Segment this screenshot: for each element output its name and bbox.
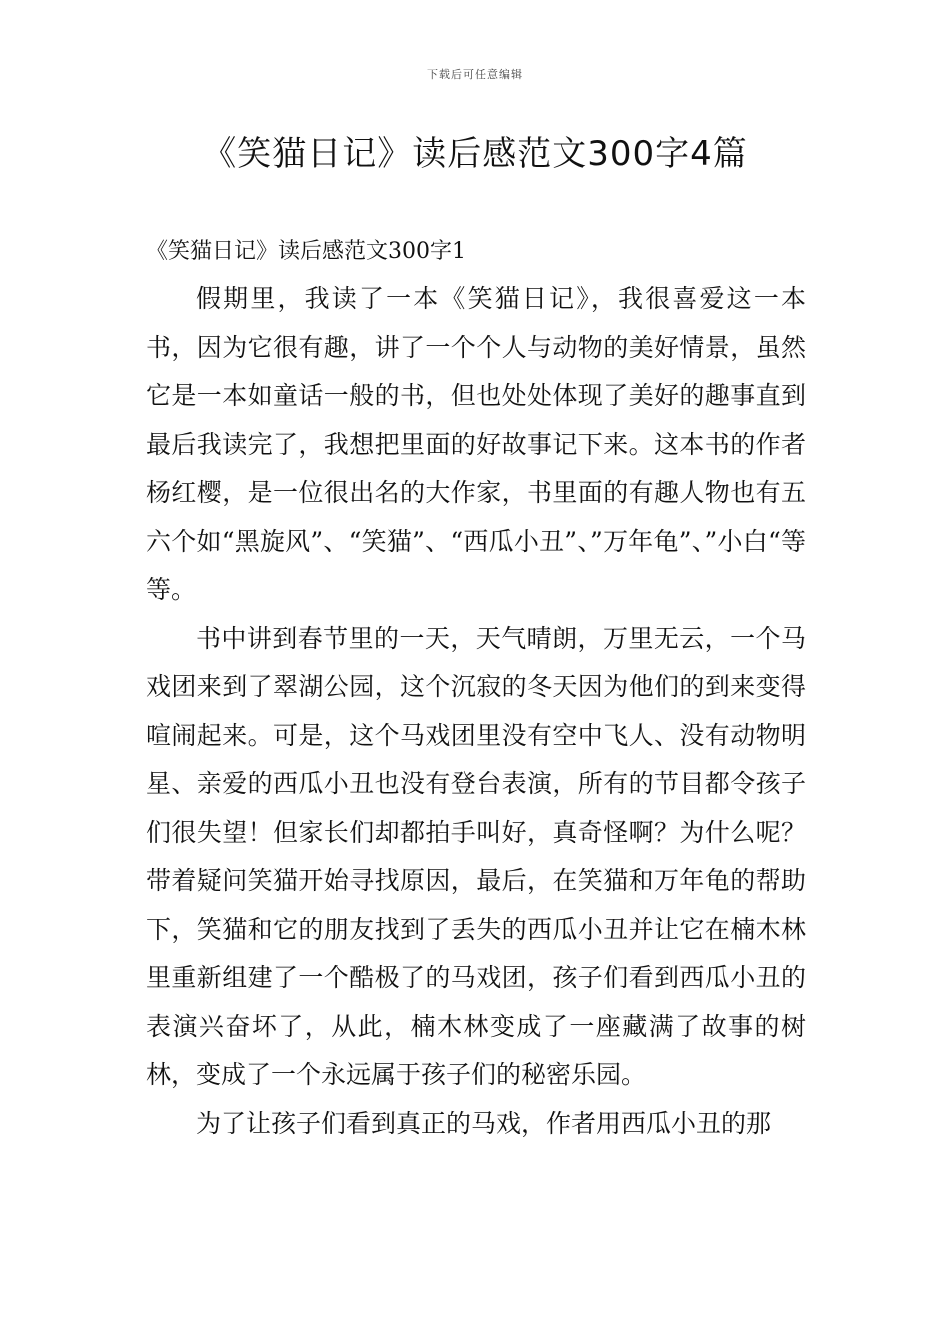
page-header-note: 下载后可任意编辑 bbox=[427, 68, 523, 81]
paragraph-3: 为了让孩子们看到真正的马戏，作者用西瓜小丑的那 bbox=[196, 1108, 772, 1138]
document-title: 《笑猫日记》读后感范文300字4篇 bbox=[202, 134, 748, 174]
document-body bbox=[146, 275, 806, 1148]
section-heading: 《笑猫日记》读后感范文300字1 bbox=[146, 239, 466, 264]
paragraph-2: 书中讲到春节里的一天，天气晴朗，万里无云，一个马戏团来到了翠湖公园，这个沉寂的冬天因为他们的到来变得喧闹起来。可是，这个马戏团里没有空中飞人、没有动物明星、亲爱的西瓜小丑也没有登台表演，所有的节目都令孩子们很失望！但家长们却都拍手叫好，真奇怪啊？为什么呢？带着疑问笑猫开始寻找原因，最后，在笑猫和万年龟的帮助下，笑猫和它的朋友找到了丢失的西瓜小丑并让它在楠木林里重新组建了一个酷极了的马戏团，孩子们看到西瓜小丑的表演兴奋坏了，从此，楠木林变成了一座藏满了故事的树林，变成了一个永远属于孩子们的秘密乐园。 bbox=[146, 623, 806, 1089]
paragraph-1: 假期里，我读了一本《笑猫日记》，我很喜爱这一本书，因为它很有趣，讲了一个个人与动物的美好情景，虽然它是一本如童话一般的书，但也处处体现了美好的趣事直到最后我读完了，我想把里面的好故事记下来。这本书的作者杨红樱，是一位很出名的大作家，书里面的有趣人物也有五六个如“黑旋风”、“笑猫”、“西瓜小丑”、”万年龟”、”小白“等等。 bbox=[146, 284, 806, 604]
